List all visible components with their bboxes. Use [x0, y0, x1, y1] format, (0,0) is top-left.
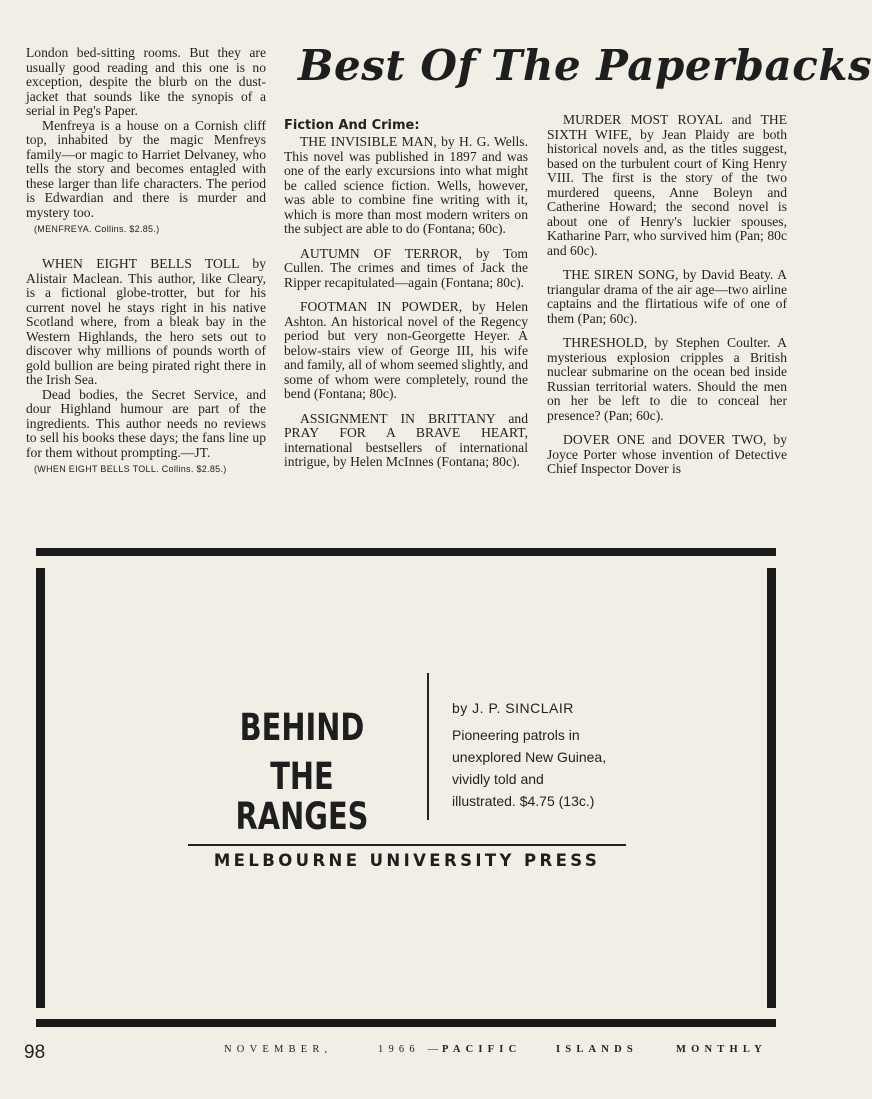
review-paragraph: DOVER ONE and DOVER TWO, by Joyce Porter whose invention of Detective Chief Inspector Dover is — [547, 432, 787, 476]
review-paragraph: WHEN EIGHT BELLS TOLL by Alistair Maclean. This author, like Cleary, is a fictional globe-trotter, but for his current novel he stays right in his native Scotland where, from a bleak bay in the Western Highlands, the hero sets out to discover why millions of pounds worth of gold bullion are being pirated right there in the Irish Sea. — [26, 256, 266, 387]
footer-magazine-name: MONTHLY — [676, 1044, 767, 1055]
ad-description-line: unexplored New Guinea, — [452, 749, 607, 765]
review-column-left — [26, 46, 266, 475]
review-paragraph: ASSIGNMENT IN BRITTANY and PRAY FOR A BRAVE HEART, international bestsellers of international intrigue, by Helen McInnes (Fontana; 80c). — [284, 410, 528, 469]
page-number: 98 — [24, 1042, 46, 1063]
ad-left-border — [36, 568, 45, 1008]
book-citation: (WHEN EIGHT BELLS TOLL. Collins. $2.85.) — [34, 464, 227, 474]
ad-book-title-line1: BEHIND — [239, 706, 365, 749]
review-paragraph: MURDER MOST ROYAL and THE SIXTH WIFE, by Jean Plaidy are both historical novels and, as the titles suggest, based on the turbulent court of King Henry VIII. The first is the story of the two murdered queens, Anne Boleyn and Catherine Howard; the second novel is about one of Henry's luckier spouses, Katharine Parr, who survived him (Pan; 80c and 60c). — [547, 112, 787, 258]
review-column-right — [547, 113, 787, 477]
footer-magazine-name: PACIFIC — [442, 1044, 522, 1055]
footer-year: 1966 — — [378, 1044, 444, 1055]
ad-vertical-divider — [427, 673, 429, 820]
ad-price-line: illustrated. $4.75 (13c.) — [452, 793, 595, 809]
review-paragraph: AUTUMN OF TERROR, by Tom Cullen. The crimes and times of Jack the Ripper recapitulated—again (Fontana; 80c). — [284, 245, 528, 290]
review-paragraph: FOOTMAN IN POWDER, by Helen Ashton. An historical novel of the Regency period but very non-Georgette Heyer. A below-stairs view of George III, his wife and family, all of whom seemed slightly, and some of whom were completely, round the bend (Fontana; 80c). — [284, 299, 529, 401]
review-paragraph: London bed-sitting rooms. But they are usually good reading and this one is no exception, despite the blurb on the dust-jacket that sounds like the synopis of a serial in Peg's Paper. — [26, 45, 266, 118]
book-citation: (MENFREYA. Collins. $2.85.) — [34, 224, 160, 234]
review-paragraph: THRESHOLD, by Stephen Coulter. A mysterious explosion cripples a British nuclear submarine on the ocean bed inside Russian territorial waters. Should the men on her be left to die to conceal her presence? (Pan; 60c). — [547, 335, 787, 423]
review-paragraph: THE INVISIBLE MAN, by H. G. Wells. This novel was published in 1897 and was one of the early excursions into what might be called science fiction. Wells, however, was able to combine fine writing with it, which is more than most modern writers on the subject are able to do (Fontana; 60c). — [284, 134, 528, 236]
ad-publisher: MELBOURNE UNIVERSITY PRESS — [213, 851, 601, 870]
footer-month: NOVEMBER, — [224, 1044, 333, 1055]
ad-top-border — [36, 548, 776, 556]
ad-description-line: Pioneering patrols in — [452, 727, 580, 743]
review-paragraph: Menfreya is a house on a Cornish cliff top, inhabited by the magic Menfreys family—or magic to Harriet Delvaney, who tells the story and becomes entagled with these larger than life characters. The period is Edwardian and there is murder and mystery too. — [26, 117, 266, 220]
review-paragraph: Dead bodies, the Secret Service, and dour Highland humour are part of the ingredients. This author needs no reviews to sell his books these days; the fans line up for them without prompting.—JT. — [26, 386, 266, 460]
ad-horizontal-rule — [188, 844, 626, 846]
footer-magazine-name: ISLANDS — [556, 1044, 638, 1055]
section-heading: Fiction And Crime: — [284, 118, 420, 133]
ad-book-title-line2: THE RANGES — [235, 755, 369, 838]
section-banner-title: Best Of The Paperbacks — [298, 41, 872, 90]
review-column-middle — [284, 118, 528, 470]
ad-right-border — [767, 568, 776, 1008]
ad-author: by J. P. SINCLAIR — [452, 700, 574, 716]
ad-description-line: vividly told and — [452, 771, 544, 787]
ad-bottom-border — [36, 1019, 776, 1027]
review-paragraph: THE SIREN SONG, by David Beaty. A triangular drama of the air age—two airline captains and the flirtatious wife of one of them (Pan; 60c). — [547, 267, 787, 326]
